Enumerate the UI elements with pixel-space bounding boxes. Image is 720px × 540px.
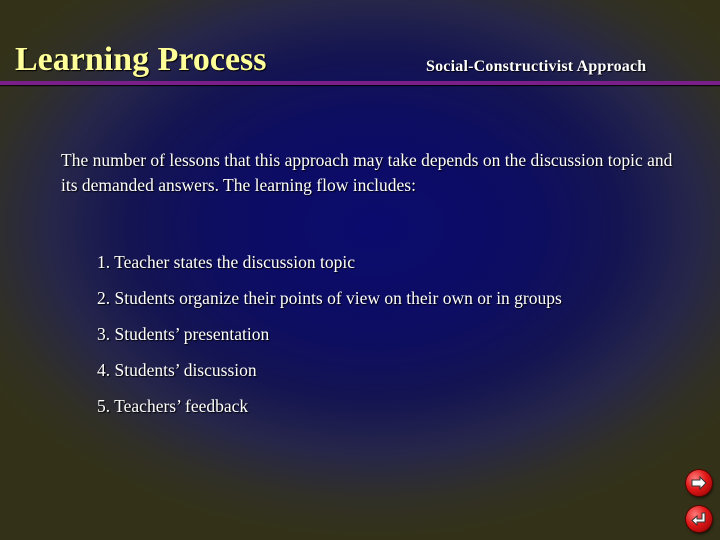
slide-subtitle: Social-Constructivist Approach	[426, 58, 647, 75]
return-arrow-icon	[691, 512, 707, 526]
list-item: 3. Students’ presentation	[97, 324, 270, 344]
arrow-right-icon	[691, 476, 707, 490]
list-item: 5. Teachers’ feedback	[97, 396, 249, 416]
header-divider	[0, 81, 720, 85]
next-slide-button[interactable]	[686, 470, 712, 496]
slide-title: Learning Process	[15, 41, 267, 78]
list-item: 4. Students’ discussion	[97, 360, 257, 380]
intro-paragraph: The number of lessons that this approach may take depends on the discussion topic and its demanded answers. The learning flow includes:	[61, 150, 673, 195]
slide-header	[0, 0, 720, 86]
learning-flow-list	[97, 244, 562, 424]
list-item: 2. Students organize their points of view on their own or in groups	[97, 288, 562, 308]
list-item: 1. Teacher states the discussion topic	[97, 252, 355, 272]
return-button[interactable]	[686, 506, 712, 532]
